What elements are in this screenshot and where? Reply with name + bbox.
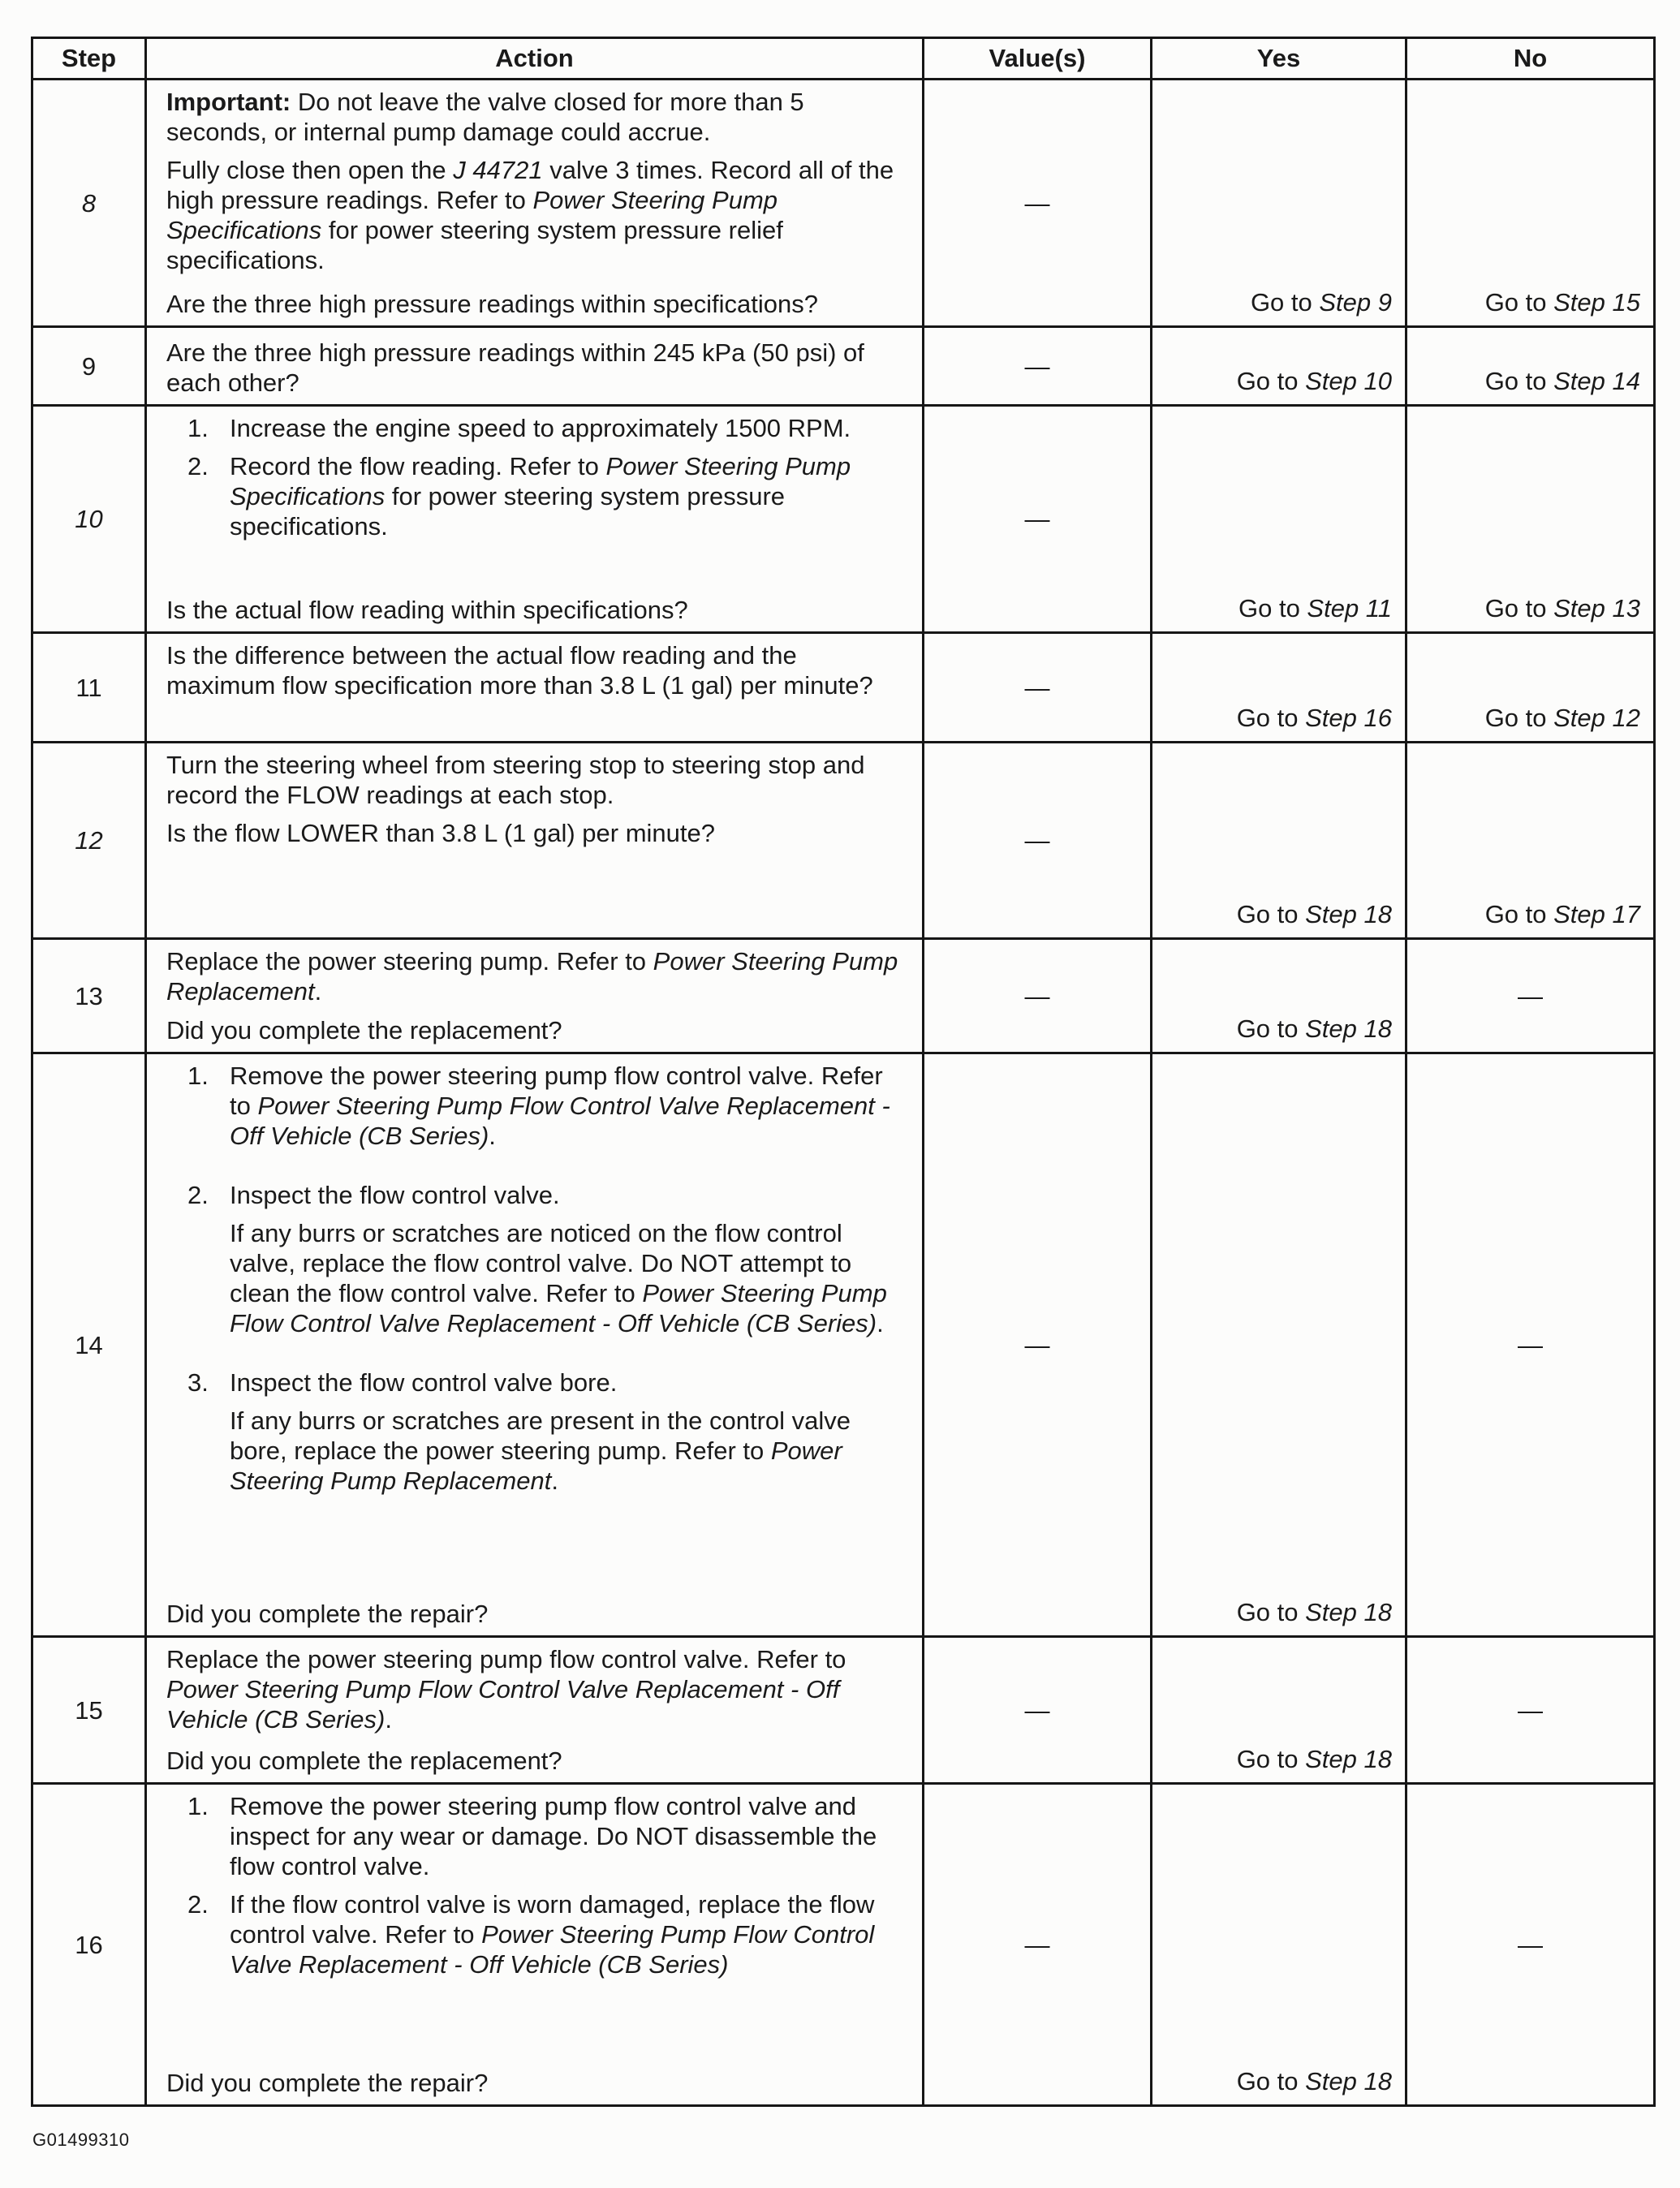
no-cell <box>1406 1637 1655 1784</box>
text-segment: Replace the power steering pump flow control valve. Refer to <box>166 1645 846 1673</box>
yes-goto-text <box>1237 367 1392 395</box>
text-segment: Is the difference between the actual flow reading and the maximum flow specification more than 3.8 L (1 gal) per minute? <box>166 641 873 700</box>
text-segment: J 44721 <box>453 156 543 184</box>
action-paragraph <box>230 1218 907 1338</box>
action-cell <box>146 1637 924 1784</box>
no-goto-text <box>1485 900 1640 928</box>
step-cell <box>32 1784 146 2106</box>
table-body <box>32 80 1655 2106</box>
text-segment: Did you complete the repair? <box>166 2069 489 2097</box>
text-segment: Step 11 <box>1307 594 1392 622</box>
action-question <box>166 1746 907 1776</box>
action-cell <box>146 327 924 406</box>
yes-cell <box>1152 327 1406 406</box>
action-paragraph <box>166 1644 907 1734</box>
text-segment: Go to <box>1236 704 1306 732</box>
values-cell <box>924 1784 1152 2106</box>
values-cell <box>924 406 1152 633</box>
text-segment: Step 18 <box>1305 1598 1392 1626</box>
action-list-item <box>187 451 907 541</box>
values-dash: — <box>1024 188 1050 218</box>
step-number: 14 <box>75 1330 103 1359</box>
text-segment: Are the three high pressure readings within 245 kPa (50 psi) of each other? <box>166 338 864 397</box>
list-item-number: 1. <box>187 1792 209 1820</box>
yes-goto-text <box>1237 1745 1392 1773</box>
text-segment: If the flow control valve is worn damaged, replace the flow control valve. Refer to <box>230 1890 875 1949</box>
text-segment: Go to <box>1236 1014 1306 1043</box>
values-dash: — <box>1024 351 1050 381</box>
no-cell <box>1406 80 1655 327</box>
text-segment: Power Steering Pump Flow Control Valve Replacement - Off Vehicle (CB Series) <box>230 1279 887 1337</box>
action-blocks <box>166 750 907 848</box>
step-cell <box>32 743 146 939</box>
text-segment: Power Steering Pump Flow Control Valve Replacement - Off Vehicle (CB Series) <box>230 1920 875 1979</box>
list-item-number: 2. <box>187 1890 209 1919</box>
action-cell <box>146 406 924 633</box>
text-segment: Fully close then open the <box>166 156 454 184</box>
action-list-item <box>187 1061 907 1151</box>
text-segment: Is the actual flow reading within specifications? <box>166 596 688 624</box>
text-segment: Record the flow reading. Refer to <box>230 452 606 480</box>
no-cell <box>1406 939 1655 1053</box>
text-segment: . <box>551 1467 558 1495</box>
list-item-text <box>230 1890 874 1979</box>
text-segment: . <box>489 1122 496 1150</box>
values-dash: — <box>1024 1330 1050 1359</box>
text-segment: Go to <box>1484 367 1554 395</box>
no-cell <box>1406 1053 1655 1637</box>
text-segment: Step 18 <box>1305 1014 1392 1043</box>
text-segment: Did you complete the replacement? <box>166 1016 562 1044</box>
step-cell <box>32 1637 146 1784</box>
no-goto-text <box>1485 367 1640 395</box>
text-segment: Power Steering Pump Replacement <box>166 947 898 1006</box>
list-item-text <box>230 1792 877 1880</box>
text-segment: Go to <box>1238 594 1307 622</box>
list-item-number: 2. <box>187 1181 209 1209</box>
text-segment: Are the three high pressure readings within specifications? <box>166 290 819 318</box>
text-segment: Go to <box>1484 900 1554 928</box>
no-goto-text <box>1485 594 1640 622</box>
table-row <box>32 743 1655 939</box>
text-segment: . <box>314 977 322 1006</box>
action-list-item <box>187 413 907 443</box>
no-dash: — <box>1518 1330 1543 1359</box>
values-cell <box>924 1053 1152 1637</box>
no-cell <box>1406 327 1655 406</box>
values-dash: — <box>1024 1930 1050 1959</box>
table-row <box>32 406 1655 633</box>
step-cell <box>32 80 146 327</box>
action-paragraph <box>166 155 907 275</box>
text-segment: Replace the power steering pump. Refer to <box>166 947 653 976</box>
text-segment: Step 15 <box>1553 288 1640 317</box>
text-segment: Remove the power steering pump flow control valve and inspect for any wear or damage. Do NOT disassemble the flow control valve. <box>230 1792 877 1880</box>
text-segment: Go to <box>1484 594 1554 622</box>
action-question <box>166 289 907 319</box>
text-segment: Go to <box>1484 288 1554 317</box>
text-segment: Did you complete the replacement? <box>166 1747 562 1775</box>
text-segment: Step 16 <box>1305 704 1392 732</box>
text-segment: Go to <box>1236 2067 1306 2095</box>
step-cell <box>32 327 146 406</box>
action-blocks <box>166 640 907 700</box>
action-blocks <box>166 413 907 579</box>
text-segment: Step 18 <box>1305 2067 1392 2095</box>
action-question <box>166 338 907 398</box>
step-number: 15 <box>75 1695 103 1725</box>
text-segment: Go to <box>1236 367 1306 395</box>
yes-cell <box>1152 1637 1406 1784</box>
text-segment: Go to <box>1250 288 1320 317</box>
col-header-no: No <box>1406 38 1655 80</box>
yes-goto-text <box>1237 1014 1392 1043</box>
text-segment: Did you complete the repair? <box>166 1600 489 1628</box>
text-segment: Turn the steering wheel from steering stop to steering stop and record the FLOW readings at each stop. <box>166 751 865 809</box>
yes-cell <box>1152 406 1406 633</box>
yes-goto-text <box>1251 288 1392 317</box>
text-segment: Step 9 <box>1319 288 1392 317</box>
text-segment: . <box>877 1309 884 1337</box>
values-cell <box>924 939 1152 1053</box>
list-item-number: 1. <box>187 414 209 442</box>
diagnostic-table <box>31 37 1656 2107</box>
text-segment: Increase the engine speed to approximately 1500 RPM. <box>230 414 851 442</box>
text-segment: Do not leave the valve closed for more than 5 seconds, or internal pump damage could accrue. <box>166 88 804 146</box>
text-segment: for power steering system pressure relief specifications. <box>166 216 783 274</box>
yes-cell <box>1152 743 1406 939</box>
action-cell <box>146 939 924 1053</box>
action-paragraph <box>166 87 907 147</box>
text-segment: Step 10 <box>1305 367 1392 395</box>
action-cell <box>146 1784 924 2106</box>
yes-goto-text <box>1237 900 1392 928</box>
text-segment: Step 13 <box>1553 594 1640 622</box>
text-segment: Go to <box>1484 704 1554 732</box>
text-segment: Power Steering Pump Specifications <box>230 452 851 510</box>
action-paragraph <box>230 1406 907 1496</box>
step-number: 11 <box>75 673 102 702</box>
yes-cell <box>1152 633 1406 743</box>
text-segment: Is the flow LOWER than 3.8 L (1 gal) per minute? <box>166 819 716 847</box>
no-goto-text <box>1485 288 1640 317</box>
step-cell <box>32 939 146 1053</box>
yes-cell <box>1152 1784 1406 2106</box>
values-cell <box>924 1637 1152 1784</box>
action-list-item <box>187 1180 907 1210</box>
action-paragraph <box>166 640 907 700</box>
table-row <box>32 1784 1655 2106</box>
action-question <box>166 2068 907 2098</box>
step-number: 13 <box>75 981 103 1010</box>
step-number: 8 <box>81 188 97 218</box>
step-number: 12 <box>75 826 103 855</box>
table-row <box>32 1053 1655 1637</box>
yes-cell <box>1152 80 1406 327</box>
col-header-action: Action <box>146 38 924 80</box>
text-segment: Power Steering Pump Specifications <box>166 186 778 244</box>
no-cell <box>1406 1784 1655 2106</box>
text-segment: If any burrs or scratches are present in the control valve bore, replace the power steering pump. Refer to <box>230 1406 851 1465</box>
step-number: 16 <box>75 1930 103 1959</box>
action-list-item <box>187 1889 907 1979</box>
text-segment: Go to <box>1236 900 1306 928</box>
list-item-number: 1. <box>187 1062 209 1090</box>
action-cell <box>146 80 924 327</box>
table-row <box>32 633 1655 743</box>
list-item-number: 3. <box>187 1368 209 1397</box>
text-segment: Step 18 <box>1305 900 1392 928</box>
values-dash: — <box>1024 505 1050 533</box>
table-row <box>32 327 1655 406</box>
action-list-item <box>187 1791 907 1881</box>
action-question <box>166 1015 907 1045</box>
values-dash: — <box>1024 981 1050 1010</box>
yes-cell <box>1152 939 1406 1053</box>
text-segment: for power steering system pressure specifications. <box>230 482 786 541</box>
text-segment: If any burrs or scratches are noticed on the flow control valve, replace the flow control valve. Do NOT attempt to clean the flow control valve. Refer to <box>230 1219 852 1307</box>
table-row <box>32 939 1655 1053</box>
action-cell <box>146 1053 924 1637</box>
table-row <box>32 1637 1655 1784</box>
text-segment: valve 3 times. Record all of the high pressure readings. Refer to <box>166 156 894 214</box>
list-item-text <box>230 1062 890 1150</box>
no-cell <box>1406 406 1655 633</box>
action-blocks <box>166 1791 907 2017</box>
step-cell <box>32 1053 146 1637</box>
col-header-yes: Yes <box>1152 38 1406 80</box>
action-cell <box>146 743 924 939</box>
step-number: 9 <box>81 351 97 381</box>
text-segment: Go to <box>1236 1745 1306 1773</box>
table-row <box>32 80 1655 327</box>
values-cell <box>924 633 1152 743</box>
text-segment: Important: <box>166 88 291 116</box>
text-segment: Step 18 <box>1305 1745 1392 1773</box>
no-dash: — <box>1518 1930 1543 1959</box>
text-segment: Step 17 <box>1553 900 1640 928</box>
text-segment: Remove the power steering pump flow control valve. Refer to <box>230 1062 883 1120</box>
text-segment: Go to <box>1236 1598 1306 1626</box>
action-blocks <box>166 1061 907 1533</box>
list-item-text <box>230 1181 560 1209</box>
action-cell <box>146 633 924 743</box>
text-segment: Step 14 <box>1553 367 1640 395</box>
text-segment: Inspect the flow control valve. <box>230 1181 560 1209</box>
values-dash: — <box>1024 673 1050 702</box>
text-segment: Power Steering Pump Replacement <box>230 1436 842 1495</box>
text-segment: Inspect the flow control valve bore. <box>230 1368 618 1397</box>
yes-goto-text <box>1237 704 1392 732</box>
list-item-number: 2. <box>187 452 209 480</box>
values-cell <box>924 80 1152 327</box>
text-segment: Power Steering Pump Flow Control Valve Replacement - Off Vehicle (CB Series) <box>230 1092 890 1150</box>
figure-code: G01499310 <box>32 2130 130 2150</box>
no-goto-text <box>1485 704 1640 732</box>
col-header-values: Value(s) <box>924 38 1152 80</box>
text-segment: Step 12 <box>1553 704 1640 732</box>
col-header-step: Step <box>32 38 146 80</box>
action-question <box>166 1599 907 1629</box>
values-cell <box>924 743 1152 939</box>
step-cell <box>32 633 146 743</box>
list-item-text <box>230 414 851 442</box>
action-paragraph <box>166 946 907 1006</box>
yes-cell <box>1152 1053 1406 1637</box>
values-dash: — <box>1024 826 1050 855</box>
yes-goto-text <box>1238 594 1392 622</box>
step-cell <box>32 406 146 633</box>
no-dash: — <box>1518 1695 1543 1725</box>
list-item-text <box>230 1368 617 1397</box>
table-header-row <box>32 38 1655 80</box>
text-segment: Power Steering Pump Flow Control Valve Replacement - Off Vehicle (CB Series) <box>166 1675 840 1734</box>
action-paragraph <box>166 750 907 810</box>
action-blocks <box>166 87 907 312</box>
no-cell <box>1406 743 1655 939</box>
values-dash: — <box>1024 1695 1050 1725</box>
no-dash: — <box>1518 981 1543 1010</box>
text-segment: . <box>385 1705 392 1734</box>
action-paragraph <box>166 818 907 848</box>
yes-goto-text <box>1237 1598 1392 1626</box>
action-list-item <box>187 1368 907 1398</box>
values-cell <box>924 327 1152 406</box>
step-number: 10 <box>75 505 103 533</box>
no-cell <box>1406 633 1655 743</box>
list-item-text <box>230 452 851 541</box>
action-question <box>166 595 907 625</box>
yes-goto-text <box>1237 2067 1392 2095</box>
